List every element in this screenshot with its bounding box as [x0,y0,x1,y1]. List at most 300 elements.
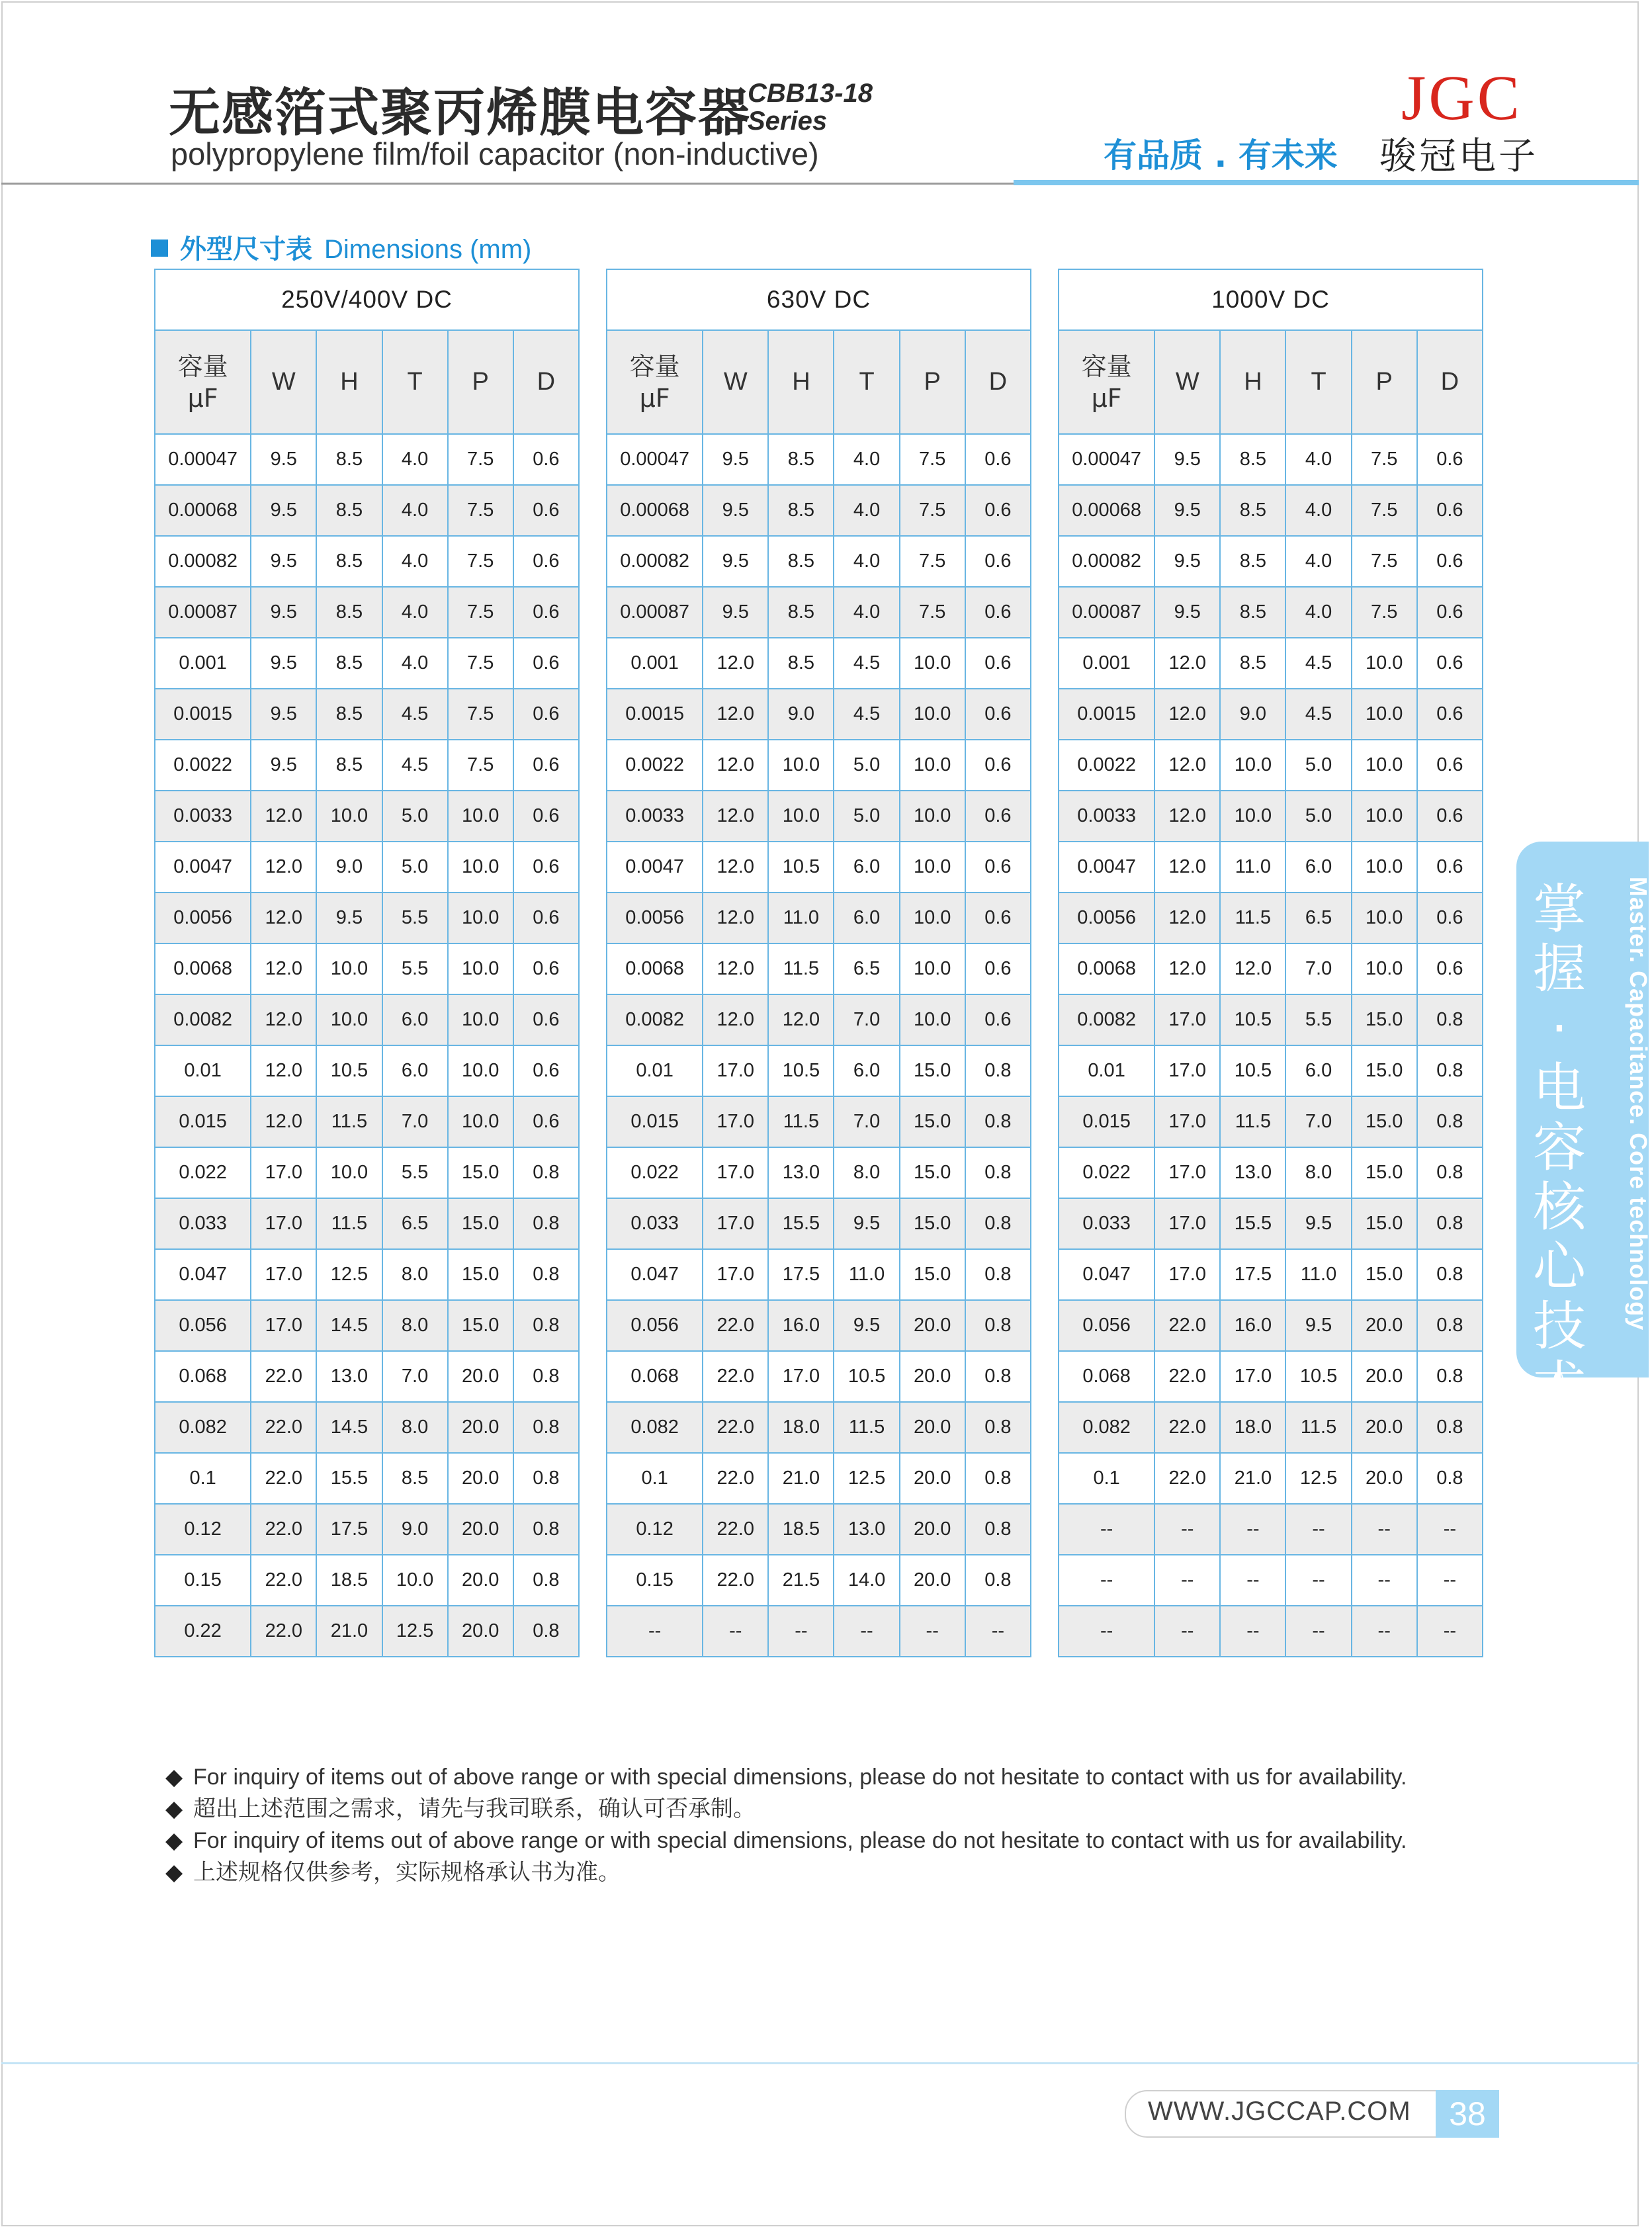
cell-d: 0.6 [513,485,579,536]
cell-w: 9.5 [703,434,768,485]
cell-t: 9.5 [1285,1198,1351,1249]
cell-w: 17.0 [703,1198,768,1249]
cell-d: 0.6 [1417,943,1483,994]
cell-w: 12.0 [1154,943,1220,994]
cell-h: -- [768,1606,834,1657]
cell-capacitance: 0.0015 [1059,689,1154,740]
cell-p: 10.0 [900,740,965,791]
cell-p: 20.0 [1352,1453,1417,1504]
cell-d: 0.8 [1417,1198,1483,1249]
cell-p: 15.0 [448,1147,513,1198]
cell-p: 10.0 [1352,893,1417,943]
cell-w: 22.0 [703,1300,768,1351]
cell-h: 11.0 [1220,842,1285,893]
cell-w: -- [703,1606,768,1657]
cell-p: 15.0 [1352,1249,1417,1300]
brand-logo: JGC [1401,62,1522,133]
cell-p: 15.0 [1352,1147,1417,1198]
cell-h: -- [1220,1555,1285,1606]
cell-capacitance: 0.068 [607,1351,703,1402]
column-header-p: P [900,330,965,434]
cell-d: 0.8 [965,1555,1031,1606]
cell-w: 9.5 [1154,434,1220,485]
cell-h: 8.5 [768,434,834,485]
cell-d: 0.8 [513,1504,579,1555]
cell-d: 0.8 [513,1249,579,1300]
cell-p: 7.5 [1352,587,1417,638]
table-row [1059,1300,1483,1351]
header-divider-accent [1014,180,1639,185]
cell-p: 7.5 [448,689,513,740]
cell-d: 0.8 [965,1402,1031,1453]
table-row [607,1096,1031,1147]
table-body [1059,434,1483,1657]
table-row [1059,842,1483,893]
table-row [1059,1147,1483,1198]
cell-h: 9.5 [316,893,382,943]
cell-w: 12.0 [251,1045,316,1096]
cell-h: 15.5 [1220,1198,1285,1249]
cell-h: 12.5 [316,1249,382,1300]
note-item [165,1825,1407,1857]
cell-h: 9.0 [1220,689,1285,740]
cap-unit: μF [187,383,218,413]
column-header-h: H [1220,330,1285,434]
cell-d: 0.6 [1417,536,1483,587]
cell-t: 11.0 [834,1249,899,1300]
cell-capacitance: 0.0056 [607,893,703,943]
cell-capacitance: 0.056 [607,1300,703,1351]
cell-h: 18.5 [768,1504,834,1555]
cell-d: 0.8 [965,1504,1031,1555]
table-row [607,740,1031,791]
cell-w: 22.0 [251,1402,316,1453]
cell-t: 5.0 [1285,791,1351,842]
cell-h: 8.5 [768,638,834,689]
cell-w: 17.0 [1154,1045,1220,1096]
cell-p: 15.0 [900,1096,965,1147]
table-row [1059,485,1483,536]
cell-t: 6.5 [1285,893,1351,943]
cell-d: 0.8 [1417,1096,1483,1147]
cell-p: 15.0 [900,1198,965,1249]
cell-d: 0.6 [513,587,579,638]
cell-d: 0.8 [1417,1045,1483,1096]
cell-w: -- [1154,1606,1220,1657]
cell-p: 10.0 [448,842,513,893]
table-row [1059,1249,1483,1300]
cell-p: 20.0 [900,1402,965,1453]
title-chinese: 无感箔式聚丙烯膜电容器 [169,83,752,143]
cell-t: 4.0 [382,587,448,638]
table-row [1059,638,1483,689]
cell-t: 10.5 [834,1351,899,1402]
cell-h: 18.5 [316,1555,382,1606]
cell-h: 8.5 [316,740,382,791]
cell-capacitance: 0.22 [155,1606,251,1657]
cell-h: 17.0 [1220,1351,1285,1402]
cell-p: -- [1352,1504,1417,1555]
cell-p: 15.0 [1352,1096,1417,1147]
column-header-w: W [703,330,768,434]
slogan: 有品质 . 有未来 [1104,136,1338,175]
cell-h: 16.0 [768,1300,834,1351]
cell-p: 10.0 [900,842,965,893]
cell-w: 12.0 [703,638,768,689]
cell-p: 20.0 [448,1402,513,1453]
cell-p: 7.5 [1352,485,1417,536]
cell-t: 7.0 [1285,1096,1351,1147]
cell-d: 0.8 [513,1555,579,1606]
table-row [155,689,579,740]
cell-t: 12.5 [1285,1453,1351,1504]
cell-w: 17.0 [1154,1147,1220,1198]
cell-capacitance: 0.15 [607,1555,703,1606]
cap-label: 容量 [177,351,228,381]
cell-p: 20.0 [448,1555,513,1606]
cell-d: 0.6 [965,485,1031,536]
cell-h: 10.5 [768,842,834,893]
cell-t: -- [1285,1606,1351,1657]
cell-t: 5.0 [1285,740,1351,791]
cell-d: 0.8 [1417,1249,1483,1300]
cell-w: 22.0 [703,1351,768,1402]
cell-w: 22.0 [1154,1402,1220,1453]
cell-t: 6.0 [834,842,899,893]
cell-t: 4.5 [834,689,899,740]
cell-h: -- [1220,1606,1285,1657]
cell-w: 12.0 [703,791,768,842]
cell-h: 13.0 [316,1351,382,1402]
table-row [155,943,579,994]
cell-t: 5.0 [382,791,448,842]
column-header-d: D [513,330,579,434]
cell-t: 6.0 [1285,842,1351,893]
table-row [155,1045,579,1096]
cell-capacitance: -- [1059,1555,1154,1606]
cell-w: 17.0 [703,1045,768,1096]
cell-d: 0.8 [965,1300,1031,1351]
cell-capacitance: 0.0022 [1059,740,1154,791]
cell-d: 0.6 [513,536,579,587]
cell-p: 10.0 [900,943,965,994]
cell-t: 11.5 [1285,1402,1351,1453]
section-title-cn: 外型尺寸表 [180,234,312,265]
voltage-header: 630V DC [607,269,1031,330]
column-header-d: D [965,330,1031,434]
cell-capacitance: 0.0047 [1059,842,1154,893]
cell-w: 17.0 [703,1096,768,1147]
cell-capacitance: 0.12 [155,1504,251,1555]
cell-w: 9.5 [1154,536,1220,587]
cell-capacitance: 0.022 [155,1147,251,1198]
cell-d: 0.6 [1417,842,1483,893]
cell-capacitance: 0.015 [607,1096,703,1147]
notes-list [165,1761,1407,1888]
table-row [1059,1096,1483,1147]
cell-h: 15.5 [316,1453,382,1504]
cell-w: 17.0 [703,1249,768,1300]
cell-d: 0.6 [965,842,1031,893]
cell-d: -- [965,1606,1031,1657]
cell-t: 4.5 [1285,689,1351,740]
cell-capacitance: 0.1 [607,1453,703,1504]
table-row [1059,587,1483,638]
cell-d: 0.6 [1417,485,1483,536]
cell-w: -- [1154,1555,1220,1606]
cell-w: 12.0 [251,943,316,994]
cell-capacitance: -- [607,1606,703,1657]
cell-d: 0.8 [513,1198,579,1249]
cell-w: 9.5 [251,587,316,638]
table-row [1059,1453,1483,1504]
cell-p: 7.5 [900,587,965,638]
cap-label: 容量 [1081,351,1132,381]
square-bullet-icon [151,240,168,257]
cell-w: 12.0 [1154,791,1220,842]
cell-t: 4.5 [382,689,448,740]
cell-capacitance: 0.068 [1059,1351,1154,1402]
cell-h: 14.5 [316,1300,382,1351]
dimension-table-1000v [1058,269,1483,1657]
cell-d: 0.6 [513,842,579,893]
cell-d: 0.6 [1417,434,1483,485]
cell-capacitance: 0.001 [155,638,251,689]
cell-p: 7.5 [900,536,965,587]
table-row [155,587,579,638]
cell-d: 0.6 [965,536,1031,587]
table-row [607,943,1031,994]
cell-d: -- [1417,1504,1483,1555]
table-row [155,638,579,689]
cell-d: 0.8 [965,1249,1031,1300]
cell-capacitance: 0.00047 [1059,434,1154,485]
table-row [155,893,579,943]
cell-w: 12.0 [703,689,768,740]
cell-d: 0.8 [965,1453,1031,1504]
series-word: Series [748,107,828,136]
note-text: 超出上述范围之需求，请先与我司联系，确认可否承制。 [193,1796,756,1822]
cell-d: 0.8 [965,1351,1031,1402]
cell-capacitance: 0.001 [1059,638,1154,689]
cell-p: 7.5 [448,536,513,587]
table-row [1059,689,1483,740]
table-row [155,740,579,791]
cell-t: -- [1285,1504,1351,1555]
cell-capacitance: 0.082 [1059,1402,1154,1453]
cell-d: 0.6 [1417,638,1483,689]
cell-p: 10.0 [448,1045,513,1096]
cell-h: 8.5 [1220,638,1285,689]
cell-h: 17.5 [1220,1249,1285,1300]
cell-p: 7.5 [448,740,513,791]
cell-capacitance: 0.1 [155,1453,251,1504]
cell-p: 7.5 [448,638,513,689]
cell-d: 0.6 [513,943,579,994]
cell-capacitance: 0.0022 [155,740,251,791]
cell-d: 0.8 [513,1606,579,1657]
cell-d: 0.8 [513,1453,579,1504]
cell-h: 10.0 [316,1147,382,1198]
cell-d: 0.8 [1417,1402,1483,1453]
cell-h: 8.5 [316,689,382,740]
table-row [155,536,579,587]
cell-capacitance: 0.0082 [607,994,703,1045]
cell-capacitance: 0.0022 [607,740,703,791]
cell-t: 5.0 [834,791,899,842]
cell-capacitance: 0.00082 [607,536,703,587]
table-row [607,1606,1031,1657]
cell-w: 9.5 [251,434,316,485]
column-header-capacitance [1059,330,1154,434]
cell-t: 4.0 [1285,434,1351,485]
table-row [607,1555,1031,1606]
cell-capacitance: 0.015 [155,1096,251,1147]
cell-w: 22.0 [1154,1453,1220,1504]
table-row [1059,1555,1483,1606]
cell-h: 21.0 [1220,1453,1285,1504]
footer-divider [1,2062,1639,2064]
cell-p: 20.0 [900,1453,965,1504]
table-row [155,842,579,893]
company-name: 骏冠电子 [1379,135,1538,178]
cell-t: 4.0 [834,587,899,638]
cell-h: 15.5 [768,1198,834,1249]
cell-t: 4.0 [382,434,448,485]
cell-capacitance: 0.0068 [607,943,703,994]
cell-w: 17.0 [1154,1096,1220,1147]
cell-h: 17.0 [768,1351,834,1402]
table-row [607,994,1031,1045]
cell-h: 8.5 [1220,434,1285,485]
note-text: For inquiry of items out of above range or with special dimensions, please do not hesitate to contact with us for availability. [193,1828,1407,1853]
cell-h: 9.0 [316,842,382,893]
cap-label: 容量 [629,351,680,381]
cell-p: 10.0 [900,791,965,842]
cell-t: 6.0 [382,994,448,1045]
cell-capacitance: -- [1059,1606,1154,1657]
table-row [607,1402,1031,1453]
cell-d: 0.6 [1417,791,1483,842]
cell-w: 22.0 [251,1504,316,1555]
cell-t: 5.0 [382,842,448,893]
table-body [607,434,1031,1657]
cell-p: 20.0 [448,1351,513,1402]
cell-t: 13.0 [834,1504,899,1555]
table-row [607,638,1031,689]
cell-p: -- [900,1606,965,1657]
cell-w: 9.5 [703,536,768,587]
website-link[interactable]: WWW.JGCCAP.COM [1148,2097,1411,2126]
cell-p: 20.0 [900,1504,965,1555]
cell-d: 0.6 [965,740,1031,791]
cell-p: 15.0 [900,1045,965,1096]
cell-capacitance: 0.022 [1059,1147,1154,1198]
cell-p: 10.0 [1352,791,1417,842]
cell-h: 8.5 [316,536,382,587]
cell-p: 10.0 [900,638,965,689]
cell-t: 9.0 [382,1504,448,1555]
cell-t: 9.5 [834,1300,899,1351]
cell-t: 6.0 [1285,1045,1351,1096]
cell-capacitance: 0.00082 [155,536,251,587]
cell-d: 0.8 [1417,1453,1483,1504]
cell-h: 8.5 [316,434,382,485]
table-row [607,1147,1031,1198]
cell-p: 10.0 [1352,943,1417,994]
cell-capacitance: -- [1059,1504,1154,1555]
cell-t: 8.0 [382,1249,448,1300]
cell-d: 0.6 [1417,689,1483,740]
cell-h: 10.0 [768,740,834,791]
note-text: For inquiry of items out of above range or with special dimensions, please do not hesitate to contact with us for availability. [193,1765,1407,1790]
cell-t: 4.0 [1285,587,1351,638]
cell-t: 4.0 [834,434,899,485]
cell-capacitance: 0.0047 [155,842,251,893]
cell-p: 20.0 [900,1351,965,1402]
cell-d: 0.6 [513,893,579,943]
table-row [607,1045,1031,1096]
cell-w: 12.0 [251,1096,316,1147]
table-row [607,1249,1031,1300]
cell-capacitance: 0.033 [155,1198,251,1249]
table-row [607,485,1031,536]
cell-h: 11.5 [316,1096,382,1147]
cell-t: 7.0 [1285,943,1351,994]
cell-d: 0.6 [965,943,1031,994]
voltage-header: 250V/400V DC [155,269,579,330]
table-row [1059,740,1483,791]
diamond-bullet-icon: ◆ [165,1860,183,1885]
diamond-bullet-icon: ◆ [165,1828,183,1853]
column-header-t: T [382,330,448,434]
cell-w: 22.0 [1154,1300,1220,1351]
cell-w: 12.0 [1154,638,1220,689]
cell-capacitance: 0.1 [1059,1453,1154,1504]
cell-h: 13.0 [1220,1147,1285,1198]
cell-d: 0.6 [513,994,579,1045]
cell-w: 9.5 [1154,587,1220,638]
column-header-t: T [1285,330,1351,434]
diamond-bullet-icon: ◆ [165,1765,183,1790]
table-row [1059,1606,1483,1657]
cell-t: 4.5 [834,638,899,689]
dimension-table-630v [606,269,1031,1657]
table-row [1059,791,1483,842]
cell-d: 0.8 [1417,1351,1483,1402]
cell-capacitance: 0.00082 [1059,536,1154,587]
cell-h: 8.5 [1220,587,1285,638]
cell-capacitance: 0.0056 [155,893,251,943]
cell-capacitance: 0.001 [607,638,703,689]
cell-capacitance: 0.056 [155,1300,251,1351]
cell-p: 15.0 [448,1249,513,1300]
cell-w: 22.0 [703,1402,768,1453]
cell-p: 10.0 [1352,740,1417,791]
diamond-bullet-icon: ◆ [165,1796,183,1821]
cell-h: 12.0 [768,994,834,1045]
table-row [1059,536,1483,587]
cell-d: 0.6 [965,434,1031,485]
cell-t: 4.0 [382,536,448,587]
table-row [1059,994,1483,1045]
cell-p: 15.0 [1352,994,1417,1045]
cell-w: 22.0 [251,1351,316,1402]
cell-p: 15.0 [1352,1045,1417,1096]
cell-capacitance: 0.056 [1059,1300,1154,1351]
cell-capacitance: 0.047 [1059,1249,1154,1300]
cell-w: 9.5 [251,536,316,587]
